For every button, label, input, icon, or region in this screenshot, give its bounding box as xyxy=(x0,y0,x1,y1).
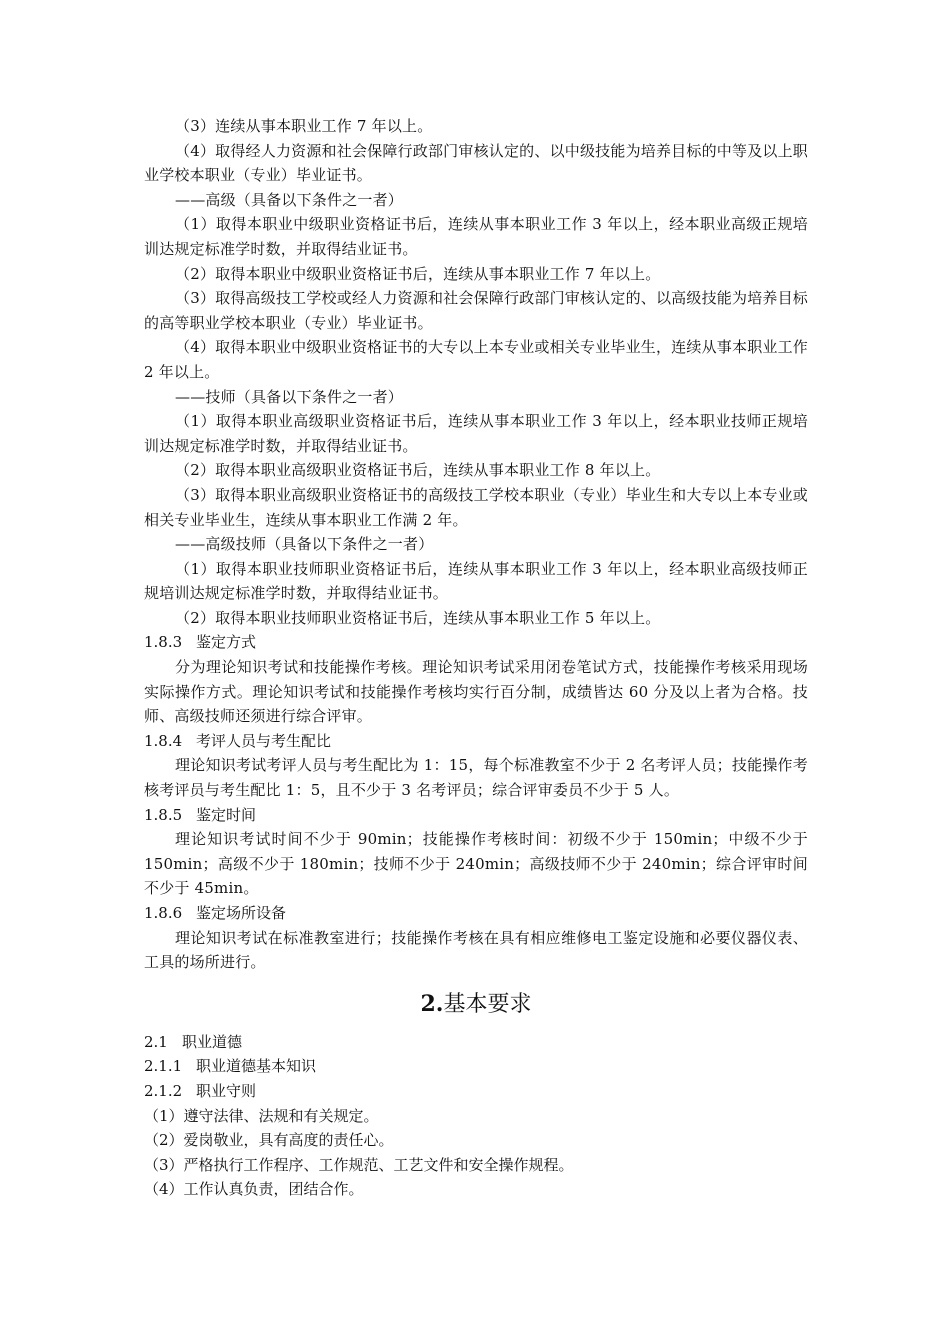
list-item: （3）严格执行工作程序、工作规范、工艺文件和安全操作规程。 xyxy=(144,1155,574,1174)
paragraph: （4）取得经人力资源和社会保障行政部门审核认定的、以中级技能为培养目标的中等及以上职业学校本职业（专业）毕业证书。 xyxy=(144,141,808,185)
section-title: 职业道德 xyxy=(182,1032,243,1051)
section-title: 考评人员与考生配比 xyxy=(196,731,332,750)
level-heading-technician: ——技师（具备以下条件之一者） xyxy=(175,387,404,406)
paragraph: （3）取得高级技工学校或经人力资源和社会保障行政部门审核认定的、以高级技能为培养目标的高等职业学校本职业（专业）毕业证书。 xyxy=(144,289,808,332)
section-body: 理论知识考试考评人员与考生配比为 1：15，每个标准教室不少于 2 名考评人员；技能操作考核考评员与考生配比 1：5，且不少于 3 名考评员；综合评审委员不少于 5 人。 xyxy=(144,756,808,800)
section-heading-1-8-6 xyxy=(144,901,808,926)
section-number: 2.1.1 xyxy=(144,1057,183,1076)
section-number: 2.1 xyxy=(144,1032,168,1051)
paragraph: （1）取得本职业中级职业资格证书后，连续从事本职业工作 3 年以上，经本职业高级正规培训达规定标准学时数，并取得结业证书。 xyxy=(144,215,808,258)
section-heading-2-1-2 xyxy=(144,1079,808,1104)
paragraph: （2）取得本职业中级职业资格证书后，连续从事本职业工作 7 年以上。 xyxy=(175,264,661,283)
paragraph: （1）取得本职业高级职业资格证书后，连续从事本职业工作 3 年以上，经本职业技师正规培训达规定标准学时数，并取得结业证书。 xyxy=(144,412,808,455)
section-title: 鉴定方式 xyxy=(196,633,257,652)
page-content xyxy=(144,114,808,1202)
section-heading-2-1 xyxy=(144,1030,808,1055)
section-title: 职业守则 xyxy=(196,1081,257,1100)
paragraph: （3）连续从事本职业工作 7 年以上。 xyxy=(175,117,433,135)
section-heading-1-8-4 xyxy=(144,729,808,754)
chapter-number: 2. xyxy=(420,990,444,1017)
paragraph: （2）取得本职业高级职业资格证书后，连续从事本职业工作 8 年以上。 xyxy=(175,461,661,480)
paragraph: （1）取得本职业技师职业资格证书后，连续从事本职业工作 3 年以上，经本职业高级技师正规培训达规定标准学时数，并取得结业证书。 xyxy=(144,559,808,603)
section-number: 1.8.5 xyxy=(144,805,183,824)
level-heading-senior-technician: ——高级技师（具备以下条件之一者） xyxy=(175,535,434,554)
section-body: 理论知识考试在标准教室进行；技能操作考核在具有相应维修电工鉴定设施和必要仪器仪表、工具的场所进行。 xyxy=(144,928,808,972)
section-body: 分为理论知识考试和技能操作考核。理论知识考试采用闭卷笔试方式，技能操作考核采用现场实际操作方式。理论知识考试和技能操作考核均实行百分制，成绩皆达 60 分及以上者为合格。技师、高级技师还须进行综合评审。 xyxy=(144,658,808,726)
section-title: 职业道德基本知识 xyxy=(196,1057,317,1076)
paragraph: （2）取得本职业技师职业资格证书后，连续从事本职业工作 5 年以上。 xyxy=(175,608,661,627)
chapter-name: 基本要求 xyxy=(443,991,532,1017)
section-title: 鉴定场所设备 xyxy=(196,904,287,922)
section-number: 2.1.2 xyxy=(144,1081,183,1100)
section-title: 鉴定时间 xyxy=(196,805,257,824)
list-item: （2）爱岗敬业，具有高度的责任心。 xyxy=(144,1131,394,1150)
section-heading-1-8-5 xyxy=(144,803,808,828)
section-number: 1.8.4 xyxy=(144,731,183,750)
list-item: （4）工作认真负责，团结合作。 xyxy=(144,1180,364,1199)
section-number: 1.8.3 xyxy=(144,633,183,652)
chapter-title xyxy=(144,985,808,1024)
level-heading-senior: ——高级（具备以下条件之一者） xyxy=(175,190,404,209)
section-number: 1.8.6 xyxy=(144,904,183,922)
section-body: 理论知识考试时间不少于 90min；技能操作考核时间：初级不少于 150min；中级不少于 150min；高级不少于 180min；技师不少于 240min；高级技师不少于 240min；综合评审时间不少于 45min。 xyxy=(144,830,808,898)
paragraph: （3）取得本职业高级职业资格证书的高级技工学校本职业（专业）毕业生和大专以上本专业或相关专业毕业生，连续从事本职业工作满 2 年。 xyxy=(144,485,808,529)
section-heading-1-8-3 xyxy=(144,630,808,655)
list-item: （1）遵守法律、法规和有关规定。 xyxy=(144,1106,379,1125)
paragraph: （4）取得本职业中级职业资格证书的大专以上本专业或相关专业毕业生，连续从事本职业工作 2 年以上。 xyxy=(144,338,808,381)
section-heading-2-1-1 xyxy=(144,1054,808,1079)
